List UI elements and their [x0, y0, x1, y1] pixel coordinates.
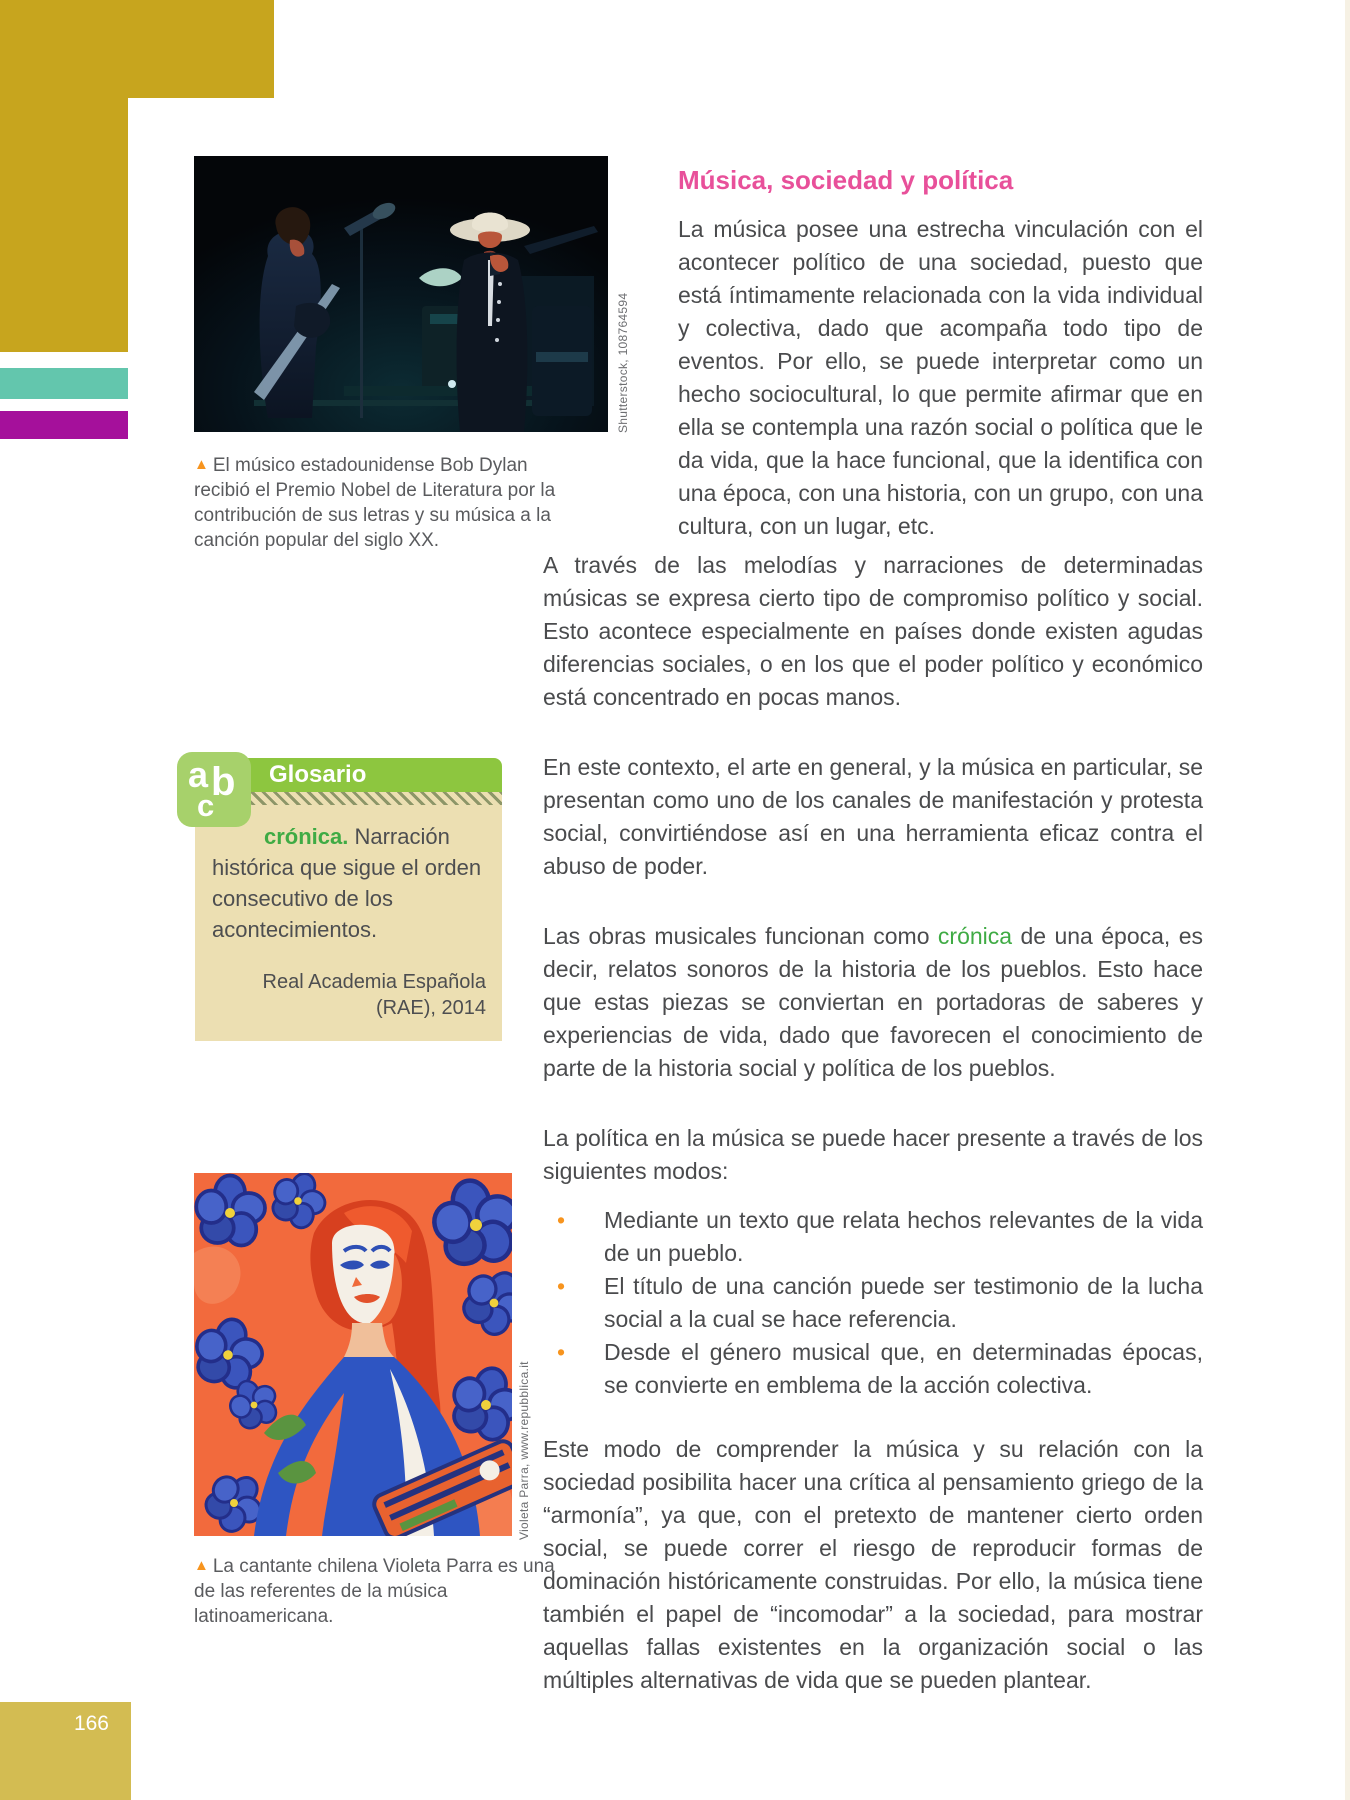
glossary-source: [212, 969, 486, 1021]
bullet-text: Mediante un texto que relata hechos relevantes de la vida de un pueblo.: [604, 1207, 1203, 1266]
modes-bullet-list: [543, 1204, 1203, 1402]
concert-photo-illustration: [194, 156, 608, 432]
parra-caption: [194, 1553, 560, 1629]
dylan-photo-credit: Shutterstock, 108764594: [616, 292, 630, 433]
paragraph-3: En este contexto, el arte en general, y la música en particular, se presentan como uno de los canales de manifestación y protesta social, convirtiéndose así en una herramienta eficaz contra el abuso de poder.: [543, 754, 1203, 879]
list-item: [543, 1270, 1203, 1336]
icon-letter-c: c: [197, 788, 215, 823]
bob-dylan-photo: [194, 156, 608, 432]
glossary-body: [195, 805, 502, 1041]
abc-glossary-icon: [177, 752, 251, 827]
paragraph-2: A través de las melodías y narraciones de determinadas músicas se expresa cierto tipo de compromiso político y social. Esto acontece especialmente en países donde existen agudas diferencias sociales, o en los que el poder político y económico está concentrado en pocas manos.: [543, 552, 1203, 710]
caption-triangle-icon: ▲: [194, 456, 209, 473]
caption-triangle-icon: ▲: [194, 1557, 209, 1574]
parra-artwork-credit: Violeta Parra, www.repubblica.it: [517, 1361, 531, 1540]
glossary-term-link: crónica: [937, 923, 1013, 949]
icon-letter-b: b: [211, 760, 236, 804]
bullet-text: Desde el género musical que, en determinadas épocas, se convierte en emblema de la acción colectiva.: [604, 1339, 1203, 1398]
dylan-caption-text: El músico estadounidense Bob Dylan recibió el Premio Nobel de Literatura por la contribución de sus letras y su música a la canción popular del siglo XX.: [194, 455, 556, 551]
bullet-dot-icon: •: [557, 1273, 566, 1299]
glossary-definition-text: Narración histórica que sigue el orden consecutivo de los acontecimientos.: [212, 824, 482, 942]
violeta-parra-artwork: [194, 1173, 512, 1536]
glossary-source-line1: Real Academia Española: [262, 971, 486, 993]
page-edge-shadow: [1345, 0, 1350, 1800]
parra-popart-illustration: [194, 1173, 512, 1536]
magenta-accent-bar: [0, 411, 128, 439]
paragraph-1: La música posee una estrecha vinculación con el acontecer político de una sociedad, puesto que está íntimamente relacionada con la vida individual y colectiva, dado que acompaña todo tipo de eventos. Por ello, se puede interpretar como un hecho sociocultural, lo que permite afirmar que en ella se contempla una razón social o política que le da vida, que la hace funcional, que la identifica con una época, con una historia, con un grupo, con una cultura, con un lugar, etc.: [678, 216, 1203, 539]
bullet-text: El título de una canción puede ser testimonio de la lucha social a la cual se hace referencia.: [604, 1273, 1203, 1332]
glossary-source-line2: (RAE), 2014: [375, 997, 486, 1019]
paragraph-6: Este modo de comprender la música y su relación con la sociedad posibilita hacer una crítica al pensamiento griego de la “armonía”, ya que, con el pretexto de mantener cierto orden social, se puede correr el riesgo de reproducir formas de dominación históricamente construidas. Por ello, la música tiene también el papel de “incomodar” a la sociedad, para mostrar aquellas fallas existentes en la organización social o las múltiples alternativas de vida que se pueden plantear.: [543, 1436, 1203, 1693]
paragraph-4: [543, 920, 1203, 1085]
bullet-dot-icon: •: [557, 1339, 566, 1365]
glossary-box: [188, 752, 502, 1041]
glossary-term: crónica.: [264, 824, 349, 849]
teal-accent-bar: [0, 368, 128, 399]
list-item: [543, 1204, 1203, 1270]
main-text-column: [543, 549, 1203, 1734]
paragraph-4-end: de una época, es decir, relatos sonoros de la historia de los pueblos. Esto hace que estas piezas se conviertan en portadoras de saberes y experiencias de vida, dado que favorecen el conocimiento de parte de la historia social y política de los pueblos.: [543, 923, 1203, 1081]
dylan-caption: [194, 452, 574, 553]
page-number: 166: [73, 1712, 109, 1735]
list-item: [543, 1336, 1203, 1402]
section-heading: Música, sociedad y política: [678, 165, 1014, 196]
gold-side-block: [0, 0, 128, 352]
bullet-dot-icon: •: [557, 1207, 566, 1233]
paragraph-4-start: Las obras musicales funcionan como: [543, 923, 938, 949]
paragraph-5: La política en la música se puede hacer presente a través de los siguientes modos:: [543, 1125, 1203, 1184]
footer-gold-block: [0, 1702, 131, 1800]
icon-letter-a: a: [188, 754, 209, 795]
glossary-definition: [212, 821, 486, 945]
glossary-title: Glosario: [269, 761, 367, 788]
parra-caption-text: La cantante chilena Violeta Parra es una de las referentes de la música latinoamericana.: [194, 1556, 555, 1627]
